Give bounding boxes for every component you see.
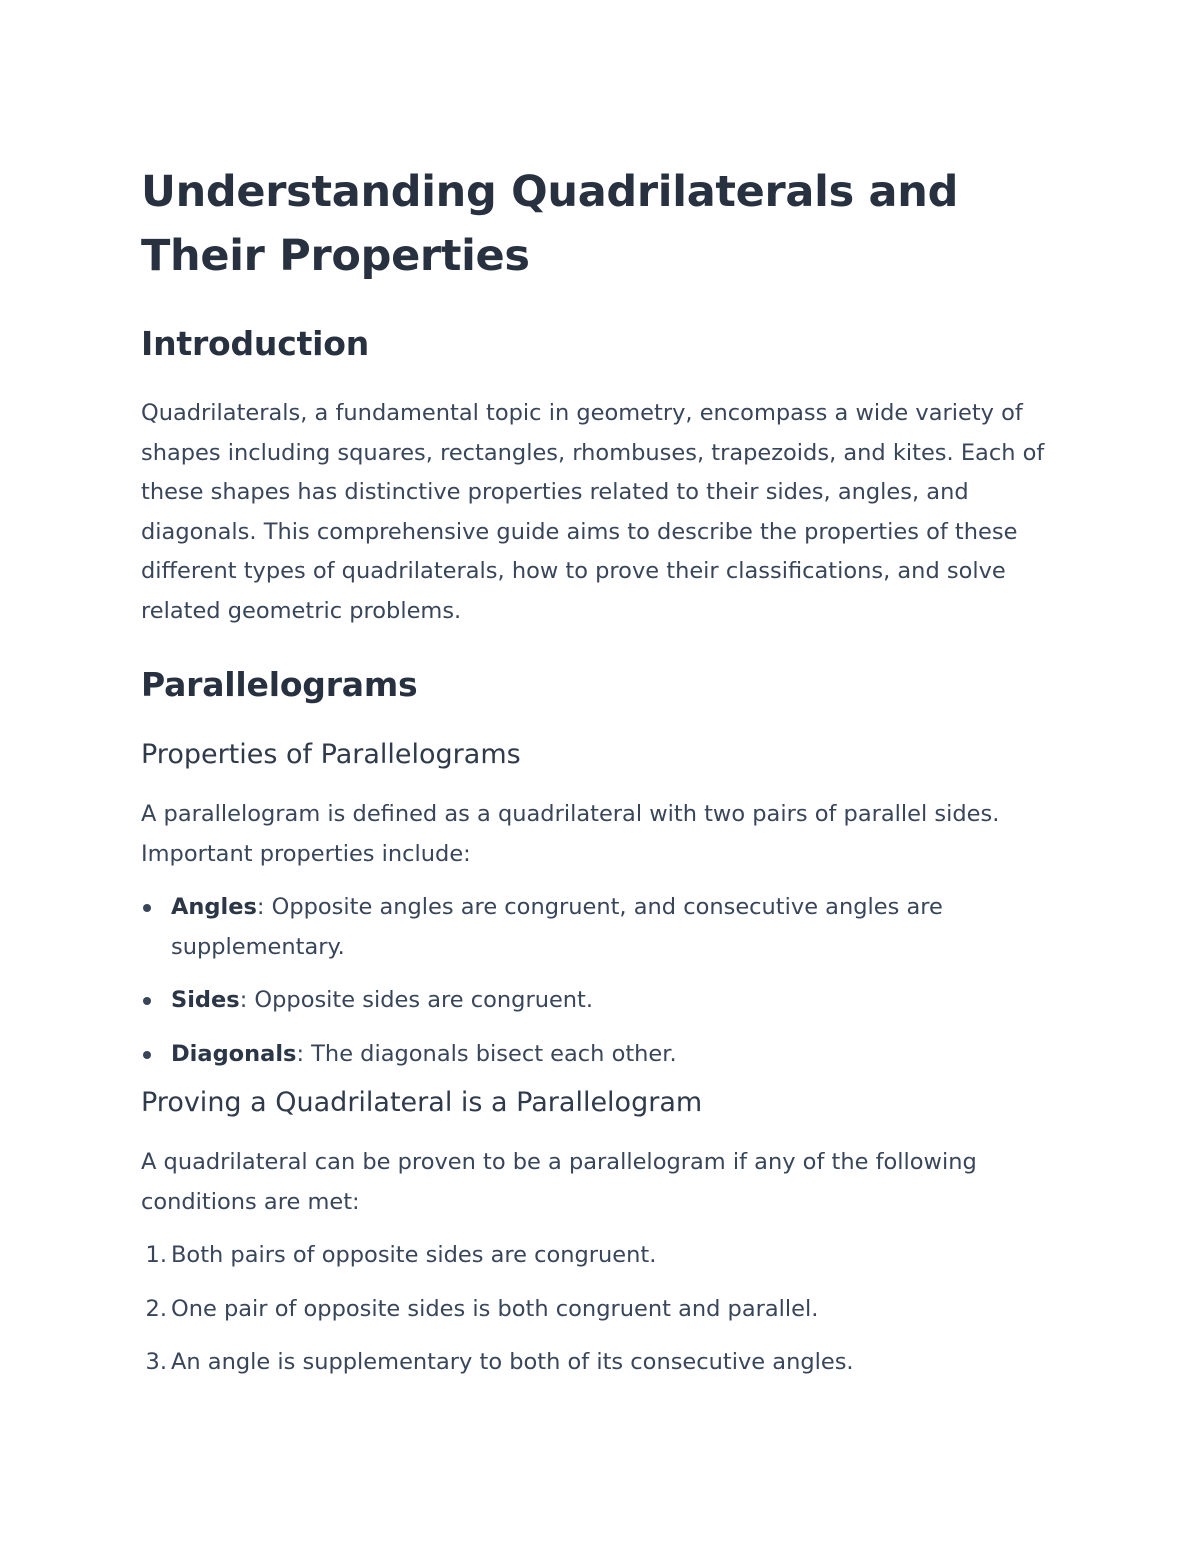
list-item-text: : Opposite sides are congruent. bbox=[239, 987, 594, 1013]
bullet-icon bbox=[143, 997, 151, 1005]
document-title: Understanding Quadrilaterals and Their Properties bbox=[141, 167, 959, 281]
list-item bbox=[141, 888, 1071, 967]
list-item-number: 2. bbox=[145, 1295, 167, 1322]
list-item-text: : Opposite angles are congruent, and consecutive angles are supplementary. bbox=[171, 894, 943, 960]
list-item bbox=[141, 981, 1071, 1021]
proving-subheading: Proving a Quadrilateral is a Parallelogram bbox=[141, 1087, 703, 1118]
introduction-heading: Introduction bbox=[141, 324, 370, 363]
list-item-text: An angle is supplementary to both of its consecutive angles. bbox=[171, 1349, 854, 1375]
list-item-text: : The diagonals bisect each other. bbox=[296, 1040, 677, 1067]
conditions-list bbox=[141, 1236, 1071, 1383]
properties-subheading: Properties of Parallelograms bbox=[141, 739, 521, 770]
list-item-term: Angles bbox=[171, 894, 257, 920]
list-item bbox=[141, 1236, 1071, 1276]
list-item-text: Both pairs of opposite sides are congruent. bbox=[171, 1242, 657, 1268]
list-item-number: 1. bbox=[145, 1242, 167, 1268]
bullet-icon bbox=[143, 1051, 151, 1059]
proving-paragraph: A quadrilateral can be proven to be a parallelogram if any of the following conditions are met: bbox=[141, 1149, 977, 1215]
properties-list bbox=[141, 888, 1071, 1074]
properties-paragraph: A parallelogram is defined as a quadrilateral with two pairs of parallel sides. Important properties include: bbox=[141, 801, 1000, 867]
list-item bbox=[141, 1035, 1071, 1075]
bullet-icon bbox=[143, 904, 151, 912]
list-item bbox=[141, 1290, 1071, 1330]
introduction-paragraph: Quadrilaterals, a fundamental topic in geometry, encompass a wide variety of shapes including squares, rectangles, rhombuses, trapezoids, and kites. Each of these shapes has distinctive properties related to their sides, angles, and diagonals. This comprehensive guide aims to describe the properties of these different types of quadrilaterals, how to prove their classifications, and solve related geometric problems. bbox=[141, 400, 1045, 624]
list-item-term: Diagonals bbox=[171, 1040, 297, 1067]
list-item bbox=[141, 1343, 1071, 1383]
list-item-text: One pair of opposite sides is both congruent and parallel. bbox=[171, 1295, 819, 1322]
list-item-term: Sides bbox=[171, 987, 240, 1013]
list-item-number: 3. bbox=[145, 1349, 167, 1375]
parallelograms-heading: Parallelograms bbox=[141, 665, 418, 704]
document-page bbox=[141, 160, 1071, 1397]
